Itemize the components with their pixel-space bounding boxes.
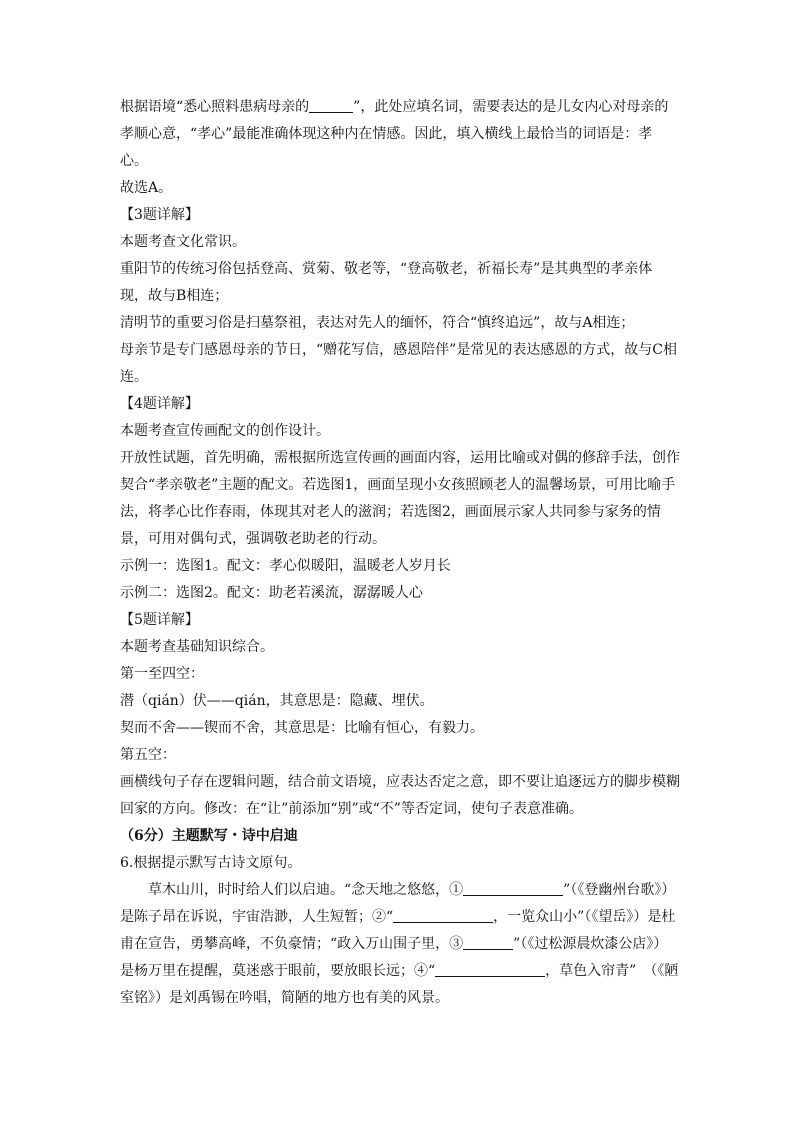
example-two: 示例二：选图2。配文：助老若溪流，潺潺暖人心	[120, 585, 423, 601]
paragraph-q4-analysis: 开放性试题，首先明确，需根据所选宣传画的画面内容，运用比喻或对偶的修辞手法，创作契合“孝亲敬老”主题的配文。若选图1，画面呈现小女孩照顾老人的温馨场景，可用比喻手法，将孝心比作春雨，体现其对老人的滋润；若选图2，画面展示家人共同参与家务的情景，可用对偶句式，强调敬老助老的行动。	[120, 450, 680, 547]
answer-blank	[309, 95, 353, 113]
text-segment: 草木山川，时时给人们以启迪。“念天地之悠悠，①	[148, 882, 464, 898]
paragraph-blanks-1-4: 第一至四空：	[120, 666, 204, 682]
section-heading-q3: 【3题详解】	[120, 207, 199, 223]
answer-choice: 故选A。	[120, 180, 173, 196]
paragraph-qingming: 清明节的重要习俗是扫墓祭祖，表达对先人的缅怀，符合“慎终追远”，故与A相连；	[120, 315, 635, 331]
text-segment: ”（《过松源晨炊漆公店》）是杨万里在提醒，莫迷惑于眼前，要放眼长远；④“	[120, 936, 668, 979]
section-heading-q4: 【4题详解】	[120, 396, 199, 412]
answer-blank-3	[463, 932, 513, 950]
question-6-prompt: 6.根据提示默写古诗文原句。	[120, 855, 302, 871]
paragraph-pinyin: 潜（qián）伏——qián，其意思是：隐藏、埋伏。	[120, 693, 434, 709]
text-segment: 根据语境“悉心照料患病母亲的	[120, 99, 310, 115]
paragraph-idiom: 契而不舍——锲而不舍，其意思是：比喻有恒心，有毅力。	[120, 720, 484, 736]
question-6-passage	[120, 877, 680, 1012]
paragraph-q4-topic: 本题考查宣传画配文的创作设计。	[120, 423, 330, 439]
paragraph-answer-explanation	[120, 94, 680, 175]
example-one: 示例一：选图1。配文：孝心似暖阳，温暖老人岁月长	[120, 558, 451, 574]
paragraph-revision: 画横线句子存在逻辑问题，结合前文语境，应表达否定之意，即不要让追逐远方的脚步模糊回家的方向。修改：在“让”前添加“别”或“不”等否定词，使句子表意准确。	[120, 774, 680, 817]
text-segment: ”，此处应填名词，需要表达的是儿女内心对母亲的孝顺心意，“孝心”最能准确体现这种内在情感。因此，填入横线上最恰当的词语是：孝心。	[120, 99, 669, 169]
paragraph-blank-5: 第五空：	[120, 747, 176, 763]
section-heading-q5: 【5题详解】	[120, 612, 199, 628]
answer-blank-1	[463, 878, 563, 896]
paragraph-q5-topic: 本题考查基础知识综合。	[120, 639, 274, 655]
document-content	[120, 94, 680, 1012]
section-heading-dictation: （6分）主题默写・诗中启迪	[120, 828, 298, 844]
text-segment: ，草色入帘青” （《陋室铭》）是刘禹锡在吟唱，简陋的地方也有美的风景。	[120, 963, 679, 1006]
paragraph-mothers-day: 母亲节是专门感恩母亲的节日，“赠花写信，感恩陪伴”是常见的表达感恩的方式，故与C相连。	[120, 342, 678, 385]
answer-blank-4	[435, 959, 545, 977]
paragraph-q3-topic: 本题考查文化常识。	[120, 234, 246, 250]
paragraph-double-ninth: 重阳节的传统习俗包括登高、赏菊、敬老等，“登高敬老，祈福长寿”是其典型的孝亲体现，故与B相连；	[120, 261, 653, 304]
answer-blank-2	[393, 905, 493, 923]
text-segment: ，一览众山小”（《望岳》）是杜甫在宣告，勇攀高峰，不负豪情；“政入万山围子里，③	[120, 909, 676, 952]
text-segment: ”（《登幽州台歌》）是陈子昂在诉说，宇宙浩渺，人生短暂；②“	[120, 882, 676, 925]
